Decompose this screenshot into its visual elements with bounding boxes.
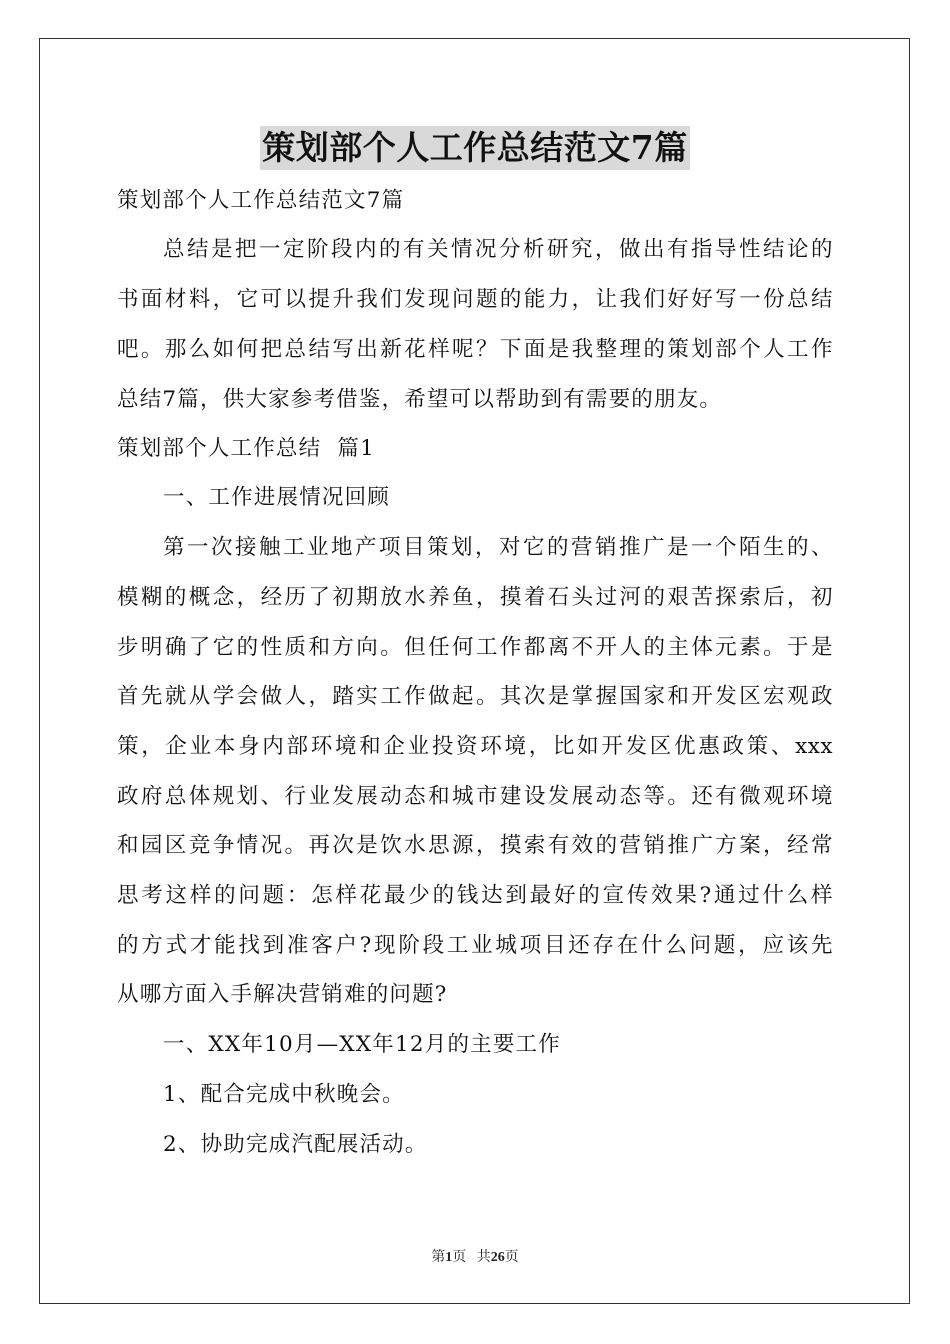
body-line: 首先就从学会做人，踏实工作做起。其次是掌握国家和开发区宏观政 <box>117 684 833 709</box>
section-heading: 策划部个人工作总结 篇1 <box>117 436 375 461</box>
body-line: 第一次接触工业地产项目策划，对它的营销推广是一个陌生的、 <box>163 535 833 560</box>
document-title: 策划部个人工作总结范文7篇 <box>260 126 689 170</box>
footer-mid: 页 共 <box>452 1250 491 1265</box>
title-wrap <box>0 126 950 170</box>
body-line: 策，企业本身内部环境和企业投资环境，比如开发区优惠政策、xxx <box>117 734 833 759</box>
body-line: 从哪方面入手解决营销难的问题? <box>117 982 448 1007</box>
body-line: 模糊的概念，经历了初期放水养鱼，摸着石头过河的艰苦探索后，初 <box>117 585 833 610</box>
body-line: 和园区竞争情况。再次是饮水思源，摸索有效的营销推广方案，经常 <box>117 833 833 858</box>
list-item: 1、配合完成中秋晚会。 <box>163 1082 405 1107</box>
subheading-main-work: 一、XX年10月—XX年12月的主要工作 <box>163 1032 561 1057</box>
intro-line: 总结7篇，供大家参考借鉴，希望可以帮助到有需要的朋友。 <box>117 387 723 412</box>
page-border <box>39 38 910 1304</box>
body-line: 政府总体规划、行业发展动态和城市建设发展动态等。还有微观环境 <box>117 784 833 809</box>
intro-line: 书面材料，它可以提升我们发现问题的能力，让我们好好写一份总结 <box>117 287 833 312</box>
body-line: 步明确了它的性质和方向。但任何工作都离不开人的主体元素。于是 <box>117 635 833 660</box>
list-item: 2、协助完成汽配展活动。 <box>163 1132 428 1157</box>
body-line: 的方式才能找到准客户?现阶段工业城项目还存在什么问题，应该先 <box>117 933 833 958</box>
page-number: 1 <box>445 1250 453 1265</box>
footer-suffix: 页 <box>504 1250 519 1265</box>
intro-line: 吧。那么如何把总结写出新花样呢？下面是我整理的策划部个人工作 <box>117 337 833 362</box>
subheading-progress-review: 一、工作进展情况回顾 <box>163 485 391 510</box>
intro-line: 总结是把一定阶段内的有关情况分析研究，做出有指导性结论的 <box>163 237 833 262</box>
document-subtitle: 策划部个人工作总结范文7篇 <box>117 188 405 213</box>
page-footer <box>0 1246 950 1266</box>
total-pages: 26 <box>490 1250 505 1265</box>
footer-prefix: 第 <box>431 1250 446 1265</box>
body-line: 思考这样的问题：怎样花最少的钱达到最好的宣传效果?通过什么样 <box>117 883 833 908</box>
